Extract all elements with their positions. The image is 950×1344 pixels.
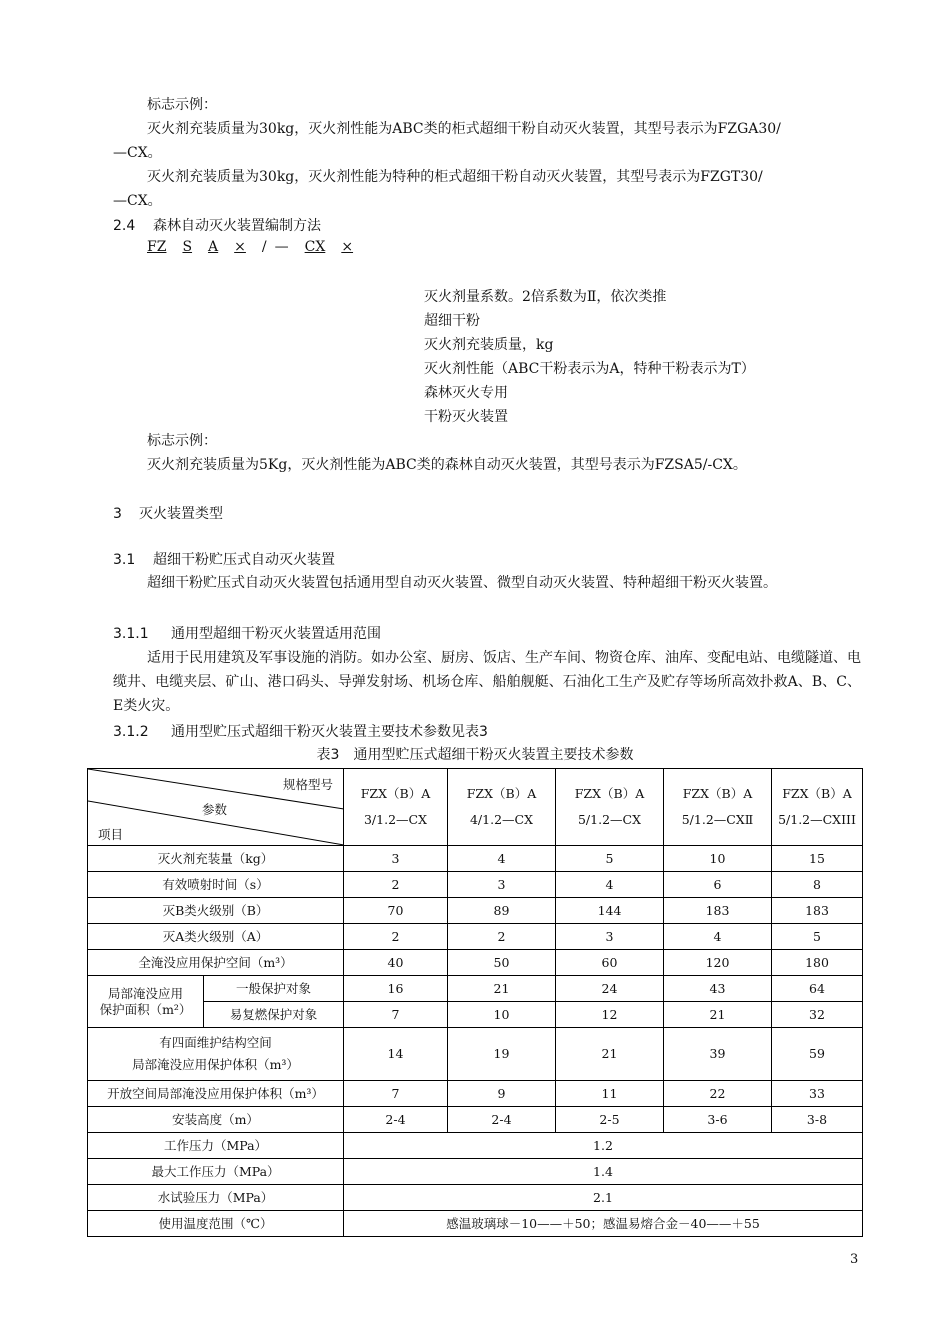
table-row bbox=[88, 950, 863, 976]
section-title: 森林自动灭火装置编制方法 bbox=[153, 218, 321, 234]
code-part: × bbox=[234, 239, 246, 255]
table-row bbox=[88, 1133, 863, 1159]
model-header: FZX（B）A 5/1.2—CX bbox=[556, 769, 664, 846]
section-3-1-paragraph: 超细干粉贮压式自动灭火装置包括通用型自动灭火装置、微型自动灭火装置、特种超细干粉灭火装置。 bbox=[147, 575, 777, 591]
code-part: × bbox=[341, 239, 354, 255]
cell: 16 bbox=[344, 976, 448, 1002]
cell: 4 bbox=[664, 924, 772, 950]
row-label: 有效喷射时间（s） bbox=[88, 872, 344, 898]
section-3-1-1-heading bbox=[113, 623, 381, 643]
table-row bbox=[88, 1107, 863, 1133]
cell: 40 bbox=[344, 950, 448, 976]
code-part: / bbox=[261, 239, 267, 255]
model-code bbox=[147, 239, 369, 255]
section-3-1-2-heading bbox=[113, 721, 488, 741]
model-header: FZX（B）A 5/1.2—CXIII bbox=[772, 769, 863, 846]
row-label: 使用温度范围（℃） bbox=[88, 1211, 344, 1237]
cell: 11 bbox=[556, 1081, 664, 1107]
cell: 8 bbox=[772, 872, 863, 898]
cell: 2-4 bbox=[344, 1107, 448, 1133]
cell: 89 bbox=[448, 898, 556, 924]
header-item-label: 项目 bbox=[98, 827, 124, 842]
section-number: 3 bbox=[113, 506, 122, 522]
table-row bbox=[88, 1211, 863, 1237]
legend-item: 灭火剂量系数。2倍系数为Ⅱ，依次类推 bbox=[424, 289, 667, 305]
legend-item: 干粉灭火装置 bbox=[424, 409, 508, 425]
cell: 183 bbox=[772, 898, 863, 924]
table-row bbox=[88, 1028, 863, 1081]
section-title: 超细干粉贮压式自动灭火装置 bbox=[153, 552, 335, 568]
cell: 10 bbox=[664, 846, 772, 872]
section-number: 3.1.2 bbox=[113, 724, 149, 740]
cell: 3 bbox=[556, 924, 664, 950]
cell: 33 bbox=[772, 1081, 863, 1107]
model-header: FZX（B）A 4/1.2—CX bbox=[448, 769, 556, 846]
row-label: 灭A类火级别（A） bbox=[88, 924, 344, 950]
cell: 32 bbox=[772, 1002, 863, 1028]
cell: 4 bbox=[556, 872, 664, 898]
code-part: — bbox=[274, 239, 289, 255]
row-label: 全淹没应用保护空间（m³） bbox=[88, 950, 344, 976]
cell: 180 bbox=[772, 950, 863, 976]
example-2-line-1: 灭火剂充装质量为30kg，灭火剂性能为特种的柜式超细干粉自动灭火装置，其型号表示为FZGT30/ bbox=[147, 169, 763, 185]
row-label: 安装高度（m） bbox=[88, 1107, 344, 1133]
cell: 60 bbox=[556, 950, 664, 976]
table-row bbox=[88, 924, 863, 950]
section-number: 3.1.1 bbox=[113, 626, 149, 642]
table-row bbox=[88, 1159, 863, 1185]
cell: 21 bbox=[664, 1002, 772, 1028]
cell: 64 bbox=[772, 976, 863, 1002]
cell: 21 bbox=[556, 1028, 664, 1081]
table-row bbox=[88, 976, 863, 1002]
code-part: CX bbox=[304, 239, 326, 255]
example-label-2: 标志示例： bbox=[147, 433, 217, 449]
legend-item: 森林灭火专用 bbox=[424, 385, 508, 401]
legend-item: 灭火剂充装质量，kg bbox=[424, 337, 554, 353]
header-param-label: 参数 bbox=[202, 802, 228, 817]
header-spec-label: 规格型号 bbox=[282, 777, 333, 792]
row-label: 易复燃保护对象 bbox=[204, 1002, 344, 1028]
example-forest: 灭火剂充装质量为5Kg，灭火剂性能为ABC类的森林自动灭火装置，其型号表示为FZSA5/-CX。 bbox=[147, 457, 747, 473]
cell: 2 bbox=[344, 872, 448, 898]
example-label-1: 标志示例： bbox=[147, 97, 217, 113]
legend-item: 灭火剂性能（ABC干粉表示为A，特种干粉表示为T） bbox=[424, 361, 755, 377]
section-3-1-1-paragraph: 适用于民用建筑及军事设施的消防。如办公室、厨房、饭店、生产车间、物资仓库、油库、变配电站、电缆隧道、电缆井、电缆夹层、矿山、港口码头、导弹发射场、机场仓库、船舶舰艇、石油化工生产及贮存等场所高效扑救A、B、C、E类火灾。 bbox=[113, 650, 861, 714]
example-1-line-2: —CX。 bbox=[113, 145, 162, 161]
section-3-heading bbox=[113, 503, 223, 523]
cell: 183 bbox=[664, 898, 772, 924]
cell: 2 bbox=[344, 924, 448, 950]
group-label: 局部淹没应用 保护面积（m²） bbox=[88, 976, 204, 1028]
cell: 7 bbox=[344, 1081, 448, 1107]
section-title: 通用型贮压式超细干粉灭火装置主要技术参数见表3 bbox=[171, 724, 488, 740]
cell: 70 bbox=[344, 898, 448, 924]
cell: 50 bbox=[448, 950, 556, 976]
merged-cell: 2.1 bbox=[344, 1185, 863, 1211]
cell: 3-8 bbox=[772, 1107, 863, 1133]
example-2-line-2: —CX。 bbox=[113, 193, 162, 209]
merged-cell: 1.4 bbox=[344, 1159, 863, 1185]
table-row bbox=[88, 1081, 863, 1107]
cell: 3 bbox=[344, 846, 448, 872]
cell: 22 bbox=[664, 1081, 772, 1107]
cell: 10 bbox=[448, 1002, 556, 1028]
row-label: 工作压力（MPa） bbox=[88, 1133, 344, 1159]
section-number: 2.4 bbox=[113, 218, 136, 234]
table-header-row bbox=[88, 769, 863, 846]
cell: 144 bbox=[556, 898, 664, 924]
section-title: 通用型超细干粉灭火装置适用范围 bbox=[171, 626, 381, 642]
code-part: S bbox=[182, 239, 193, 255]
row-label: 最大工作压力（MPa） bbox=[88, 1159, 344, 1185]
model-header: FZX（B）A 5/1.2—CXⅡ bbox=[664, 769, 772, 846]
table-row bbox=[88, 872, 863, 898]
cell: 3-6 bbox=[664, 1107, 772, 1133]
cell: 5 bbox=[772, 924, 863, 950]
row-label: 水试验压力（MPa） bbox=[88, 1185, 344, 1211]
cell: 15 bbox=[772, 846, 863, 872]
table-caption: 表3 通用型贮压式超细干粉灭火装置主要技术参数 bbox=[316, 747, 634, 763]
cell: 19 bbox=[448, 1028, 556, 1081]
cell: 39 bbox=[664, 1028, 772, 1081]
merged-cell: 感温玻璃球－10——＋50；感温易熔合金－40——＋55 bbox=[344, 1211, 863, 1237]
cell: 3 bbox=[448, 872, 556, 898]
diagonal-header-cell bbox=[88, 769, 344, 846]
code-part: FZ bbox=[147, 239, 167, 255]
table-row bbox=[88, 898, 863, 924]
row-label: 开放空间局部淹没应用保护体积（m³） bbox=[88, 1081, 344, 1107]
cell: 2 bbox=[448, 924, 556, 950]
cell: 4 bbox=[448, 846, 556, 872]
legend-item: 超细干粉 bbox=[424, 313, 480, 329]
code-legend bbox=[424, 285, 755, 429]
cell: 7 bbox=[344, 1002, 448, 1028]
code-part: A bbox=[208, 239, 219, 255]
example-1-line-1: 灭火剂充装质量为30kg，灭火剂性能为ABC类的柜式超细干粉自动灭火装置，其型号表示为FZGA30/ bbox=[147, 121, 781, 137]
spec-table bbox=[87, 768, 863, 1237]
cell: 12 bbox=[556, 1002, 664, 1028]
section-title: 灭火装置类型 bbox=[139, 506, 223, 522]
cell: 6 bbox=[664, 872, 772, 898]
cell: 9 bbox=[448, 1081, 556, 1107]
table-row bbox=[88, 846, 863, 872]
cell: 2-5 bbox=[556, 1107, 664, 1133]
cell: 2-4 bbox=[448, 1107, 556, 1133]
model-header: FZX（B）A 3/1.2—CX bbox=[344, 769, 448, 846]
cell: 120 bbox=[664, 950, 772, 976]
page-number: 3 bbox=[850, 1252, 859, 1267]
row-label: 灭B类火级别（B） bbox=[88, 898, 344, 924]
section-3-1-heading bbox=[113, 549, 335, 569]
row-label: 灭火剂充装量（kg） bbox=[88, 846, 344, 872]
section-2-4-heading bbox=[113, 215, 321, 235]
cell: 43 bbox=[664, 976, 772, 1002]
cell: 24 bbox=[556, 976, 664, 1002]
row-label: 一般保护对象 bbox=[204, 976, 344, 1002]
section-number: 3.1 bbox=[113, 552, 136, 568]
row-label: 有四面维护结构空间 局部淹没应用保护体积（m³） bbox=[88, 1028, 344, 1081]
table-row bbox=[88, 1185, 863, 1211]
cell: 21 bbox=[448, 976, 556, 1002]
merged-cell: 1.2 bbox=[344, 1133, 863, 1159]
cell: 5 bbox=[556, 846, 664, 872]
cell: 14 bbox=[344, 1028, 448, 1081]
cell: 59 bbox=[772, 1028, 863, 1081]
table-row bbox=[88, 1002, 863, 1028]
